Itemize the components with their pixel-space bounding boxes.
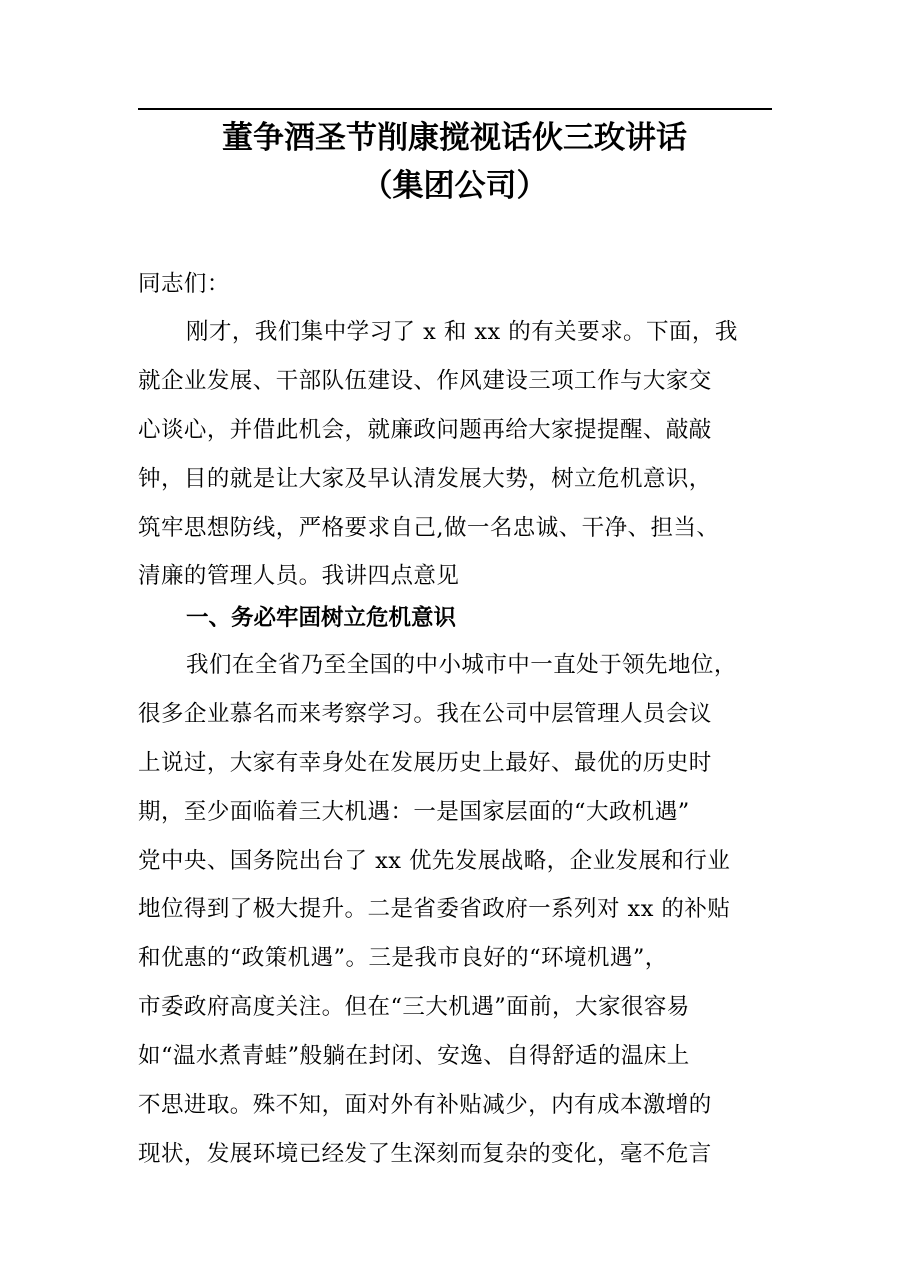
paragraph-line: 不思进取。殊不知，面对外有补贴减少，内有成本激增的 — [138, 1092, 712, 1119]
header-rule — [138, 108, 772, 110]
paragraph-line: 期，至少面临着三大机遇：一是国家层面的“大政机遇” — [138, 798, 690, 825]
paragraph-line: 地位得到了极大提升。二是省委省政府一系列对 xx 的补贴 — [138, 896, 731, 923]
paragraph-line: 上说过，大家有幸身处在发展历史上最好、最优的历史时 — [138, 749, 712, 776]
paragraph-line: 筑牢思想防线，严格要求自己,做一名忠诚、干净、担当、 — [138, 514, 720, 541]
paragraph-line: 刚才，我们集中学习了 x 和 xx 的有关要求。下面，我 — [186, 319, 738, 345]
paragraph-line: 心谈心，并借此机会，就廉政问题再给大家提提醒、敲敲 — [138, 416, 712, 443]
paragraph-line: 现状，发展环境已经发了生深刻而复杂的变化，毫不危言 — [138, 1140, 712, 1167]
section-heading: 一、务必牢固树立危机意识 — [186, 605, 457, 631]
paragraph-section-1 — [138, 641, 778, 1179]
paragraph-line: 钟，目的就是让大家及早认清发展大势，树立危机意识， — [138, 465, 712, 492]
paragraph-line: 我们在全省乃至全国的中小城市中一直处于领先地位， — [186, 652, 737, 678]
document-title: 董争酒圣节削康搅视话伙三玫讲话 — [222, 120, 687, 156]
paragraph-line: 党中央、国务院出台了 xx 优先发展战略，企业发展和行业 — [138, 847, 731, 874]
salutation: 同志们： — [138, 271, 230, 297]
paragraph-intro — [138, 308, 778, 601]
paragraph-line: 就企业发展、干部队伍建设、作风建设三项工作与大家交 — [138, 367, 712, 394]
document-subtitle: （集团公司） — [361, 168, 548, 204]
paragraph-line: 清廉的管理人员。我讲四点意见 — [138, 563, 460, 590]
paragraph-line: 很多企业慕名而来考察学习。我在公司中层管理人员会议 — [138, 700, 712, 727]
paragraph-line: 市委政府高度关注。但在“三大机遇”面前，大家很容易 — [138, 994, 690, 1021]
paragraph-line: 和优惠的“政策机遇”。三是我市良好的“环境机遇”， — [138, 945, 668, 972]
paragraph-line: 如“温水煮青蛙”般躺在封闭、安逸、自得舒适的温床上 — [138, 1043, 690, 1070]
